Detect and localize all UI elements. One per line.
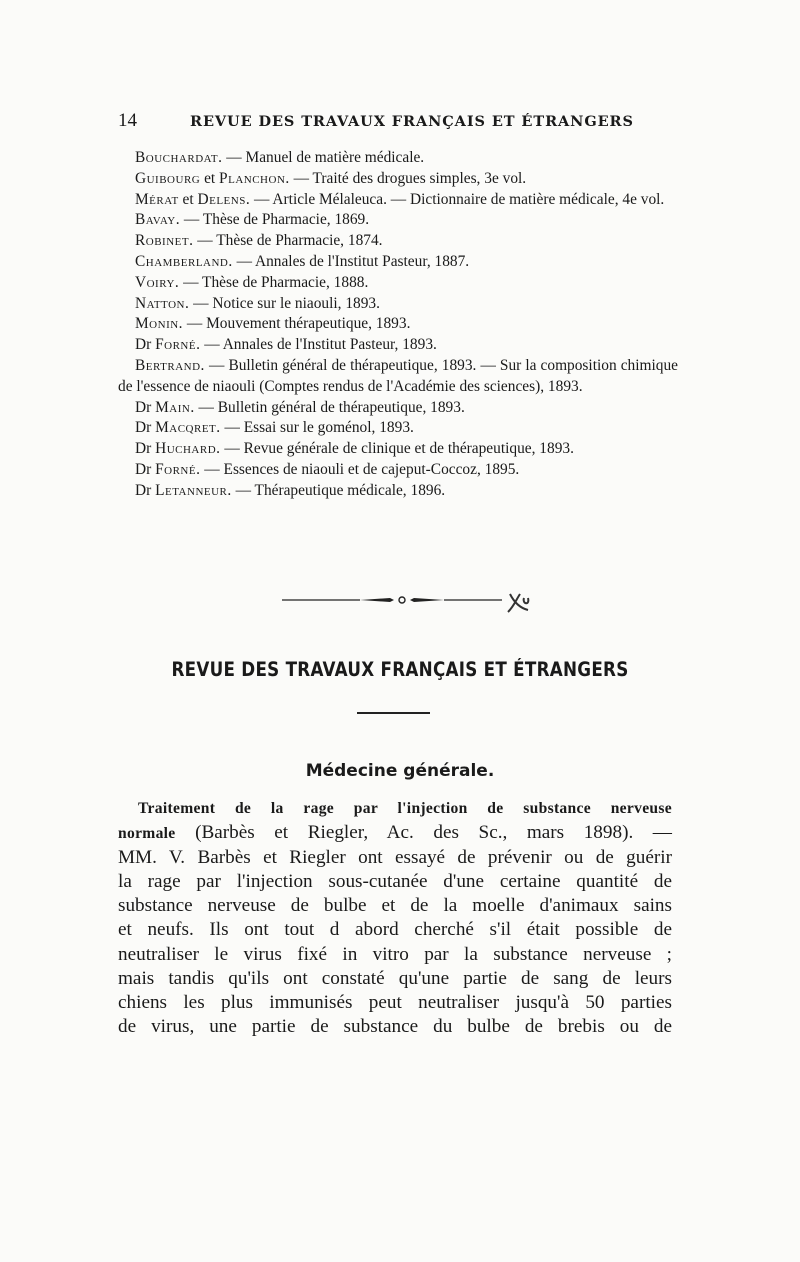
article-line: [118, 943, 672, 967]
entry-text: — Essences de niaouli et de cajeput-Coccoz, 1895.: [200, 460, 520, 478]
article-text: (Barbès et Riegler, Ac. des Sc., mars 1898). —: [175, 822, 672, 844]
entry-text: — Thèse de Pharmacie, 1869.: [180, 211, 370, 229]
section-title: REVUE DES TRAVAUX FRANÇAIS ET ÉTRANGERS: [171, 658, 629, 681]
entry-author: Natton.: [135, 294, 190, 312]
page-number: 14: [118, 110, 137, 131]
entry-text: — Thèse de Pharmacie, 1874.: [193, 232, 383, 250]
article-line: [118, 796, 672, 821]
entry-text: — Traité des drogues simples, 3e vol.: [289, 169, 527, 187]
entry-author: Main.: [155, 398, 195, 416]
entry-author: Bertrand.: [135, 356, 205, 374]
entry-prefix: Dr: [135, 460, 156, 478]
entry-prefix: Dr: [135, 336, 156, 354]
entry-author: Bavay.: [135, 211, 181, 229]
article-text: mais tandis qu'ils ont constaté qu'une partie de sang de leurs: [118, 967, 672, 989]
bibliography-entry: [118, 252, 678, 273]
bibliography-entry: [118, 273, 678, 294]
bibliography-entry: [118, 481, 678, 502]
entry-prefix: Dr: [135, 398, 156, 416]
bibliography-entry: [118, 398, 678, 419]
article-line: [118, 846, 672, 870]
entry-author: Forné.: [155, 336, 201, 354]
bibliography-list: [118, 148, 678, 502]
bibliography-entry: [118, 190, 678, 211]
article-heading: normale: [118, 825, 176, 843]
article-heading: Traitement de la rage par l'injection de substance nerveuse: [138, 800, 672, 817]
running-title: REVUE DES TRAVAUX FRANÇAIS ET ÉTRANGERS: [190, 113, 634, 130]
entry-author: Chamberland.: [135, 252, 233, 270]
article-body: [118, 796, 672, 1039]
entry-text: — Thèse de Pharmacie, 1888.: [179, 273, 369, 291]
entry-author: Bouchardat.: [135, 149, 223, 166]
ornament-divider-icon: [282, 588, 572, 618]
entry-text: — Revue générale de clinique et de thérapeutique, 1893.: [220, 440, 574, 458]
entry-author: Planchon.: [219, 169, 290, 187]
article-line: [118, 894, 672, 918]
bibliography-entry: [118, 210, 678, 231]
entry-author: Robinet.: [135, 232, 194, 250]
entry-prefix: Dr: [135, 440, 156, 458]
bibliography-entry: [118, 460, 678, 481]
article-text: neutraliser le virus fixé in vitro par la substance nerveuse ;: [118, 943, 672, 965]
entry-author: Voiry.: [135, 273, 180, 291]
entry-text: — Bulletin général de thérapeutique, 1893. — Sur la composition chimique de l'essence de niaouli (Comptes rendus de l'Académie des sciences), 1893.: [118, 356, 678, 395]
entry-text: — Essai sur le goménol, 1893.: [220, 419, 414, 437]
bibliography-entry: [118, 294, 678, 315]
article-text: substance nerveuse de bulbe et de la moelle d'animaux sains: [118, 895, 672, 917]
article-text: et neufs. Ils ont tout d abord cherché s'il était possible de: [118, 919, 672, 941]
article-line: [118, 918, 672, 942]
entry-conjunction: et: [200, 169, 220, 187]
entry-author: Guibourg: [135, 169, 201, 187]
entry-text: — Mouvement thérapeutique, 1893.: [183, 315, 411, 333]
entry-text: — Bulletin général de thérapeutique, 1893.: [194, 398, 465, 416]
article-line: [118, 1015, 672, 1039]
entry-text: — Thérapeutique médicale, 1896.: [231, 481, 446, 499]
entry-text: — Manuel de matière médicale.: [222, 149, 425, 166]
bibliography-entry: [118, 356, 678, 398]
article-text: chiens les plus immunisés peut neutraliser jusqu'à 50 parties: [118, 991, 672, 1013]
bibliography-entry: [118, 148, 678, 169]
bibliography-entry: [118, 314, 678, 335]
article-text: la rage par l'injection sous-cutanée d'une certaine quantité de: [118, 871, 672, 893]
bibliography-entry: [118, 169, 678, 190]
entry-prefix: Dr: [135, 419, 156, 437]
entry-prefix: Dr: [135, 481, 156, 499]
entry-text: — Annales de l'Institut Pasteur, 1893.: [200, 336, 437, 354]
bibliography-entry: [118, 231, 678, 252]
entry-conjunction: et: [178, 190, 198, 208]
entry-author: Macqret.: [155, 419, 221, 437]
title-rule: [357, 712, 430, 714]
entry-author: Letanneur.: [155, 481, 232, 499]
article-line: [118, 821, 672, 846]
bibliography-entry: [118, 418, 678, 439]
article-text: de virus, une partie de substance du bulbe de brebis ou de: [118, 1015, 672, 1037]
subsection-title: Médecine générale.: [305, 761, 495, 781]
bibliography-entry: [118, 335, 678, 356]
entry-text: — Notice sur le niaouli, 1893.: [189, 294, 380, 312]
entry-author: Forné.: [155, 460, 201, 478]
article-line: [118, 991, 672, 1015]
entry-author: Huchard.: [155, 440, 221, 458]
entry-author: Monin.: [135, 315, 184, 333]
entry-author: Mérat: [135, 190, 179, 208]
bibliography-entry: [118, 439, 678, 460]
article-line: [118, 967, 672, 991]
entry-text: — Article Mélaleuca. — Dictionnaire de matière médicale, 4e vol.: [250, 190, 665, 208]
article-line: [118, 870, 672, 894]
article-text: MM. V. Barbès et Riegler ont essayé de prévenir ou de guérir: [118, 847, 672, 869]
entry-text: — Annales de l'Institut Pasteur, 1887.: [232, 252, 470, 270]
entry-author: Delens.: [197, 190, 251, 208]
